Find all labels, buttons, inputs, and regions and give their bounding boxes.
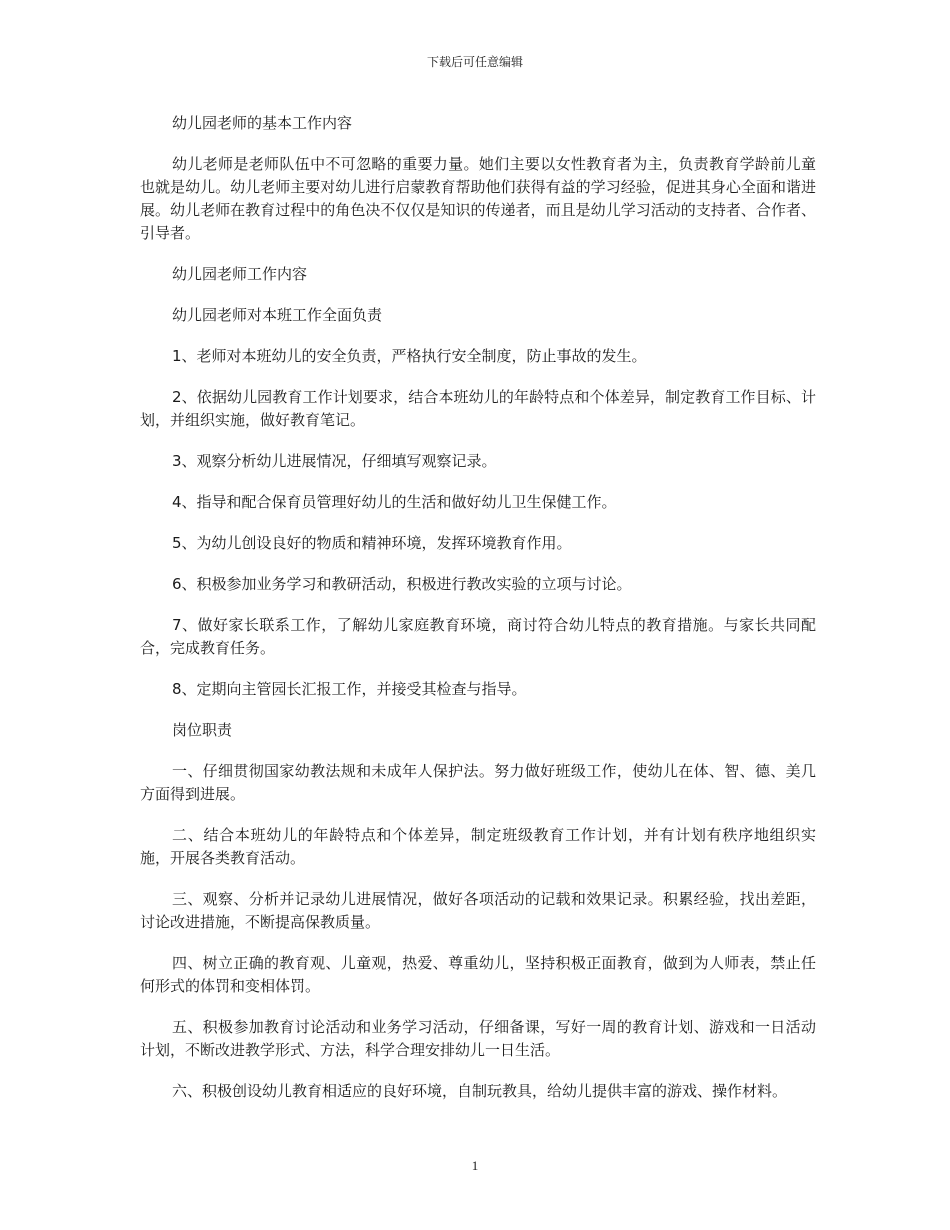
list-item: 3、观察分析幼儿进展情况，仔细填写观察记录。 bbox=[172, 452, 497, 470]
list-item: 4、指导和配合保育员管理好幼儿的生活和做好幼儿卫生保健工作。 bbox=[172, 493, 617, 511]
section-title: 幼儿园老师工作内容 bbox=[172, 265, 308, 283]
duty-item: 三、观察、分析并记录幼儿进展情况，做好各项活动的记载和效果记录。积累经验，找出差距，讨论改进措施，不断提高保教质量。 bbox=[140, 890, 816, 931]
list-item: 5、为幼儿创设良好的物质和精神环境，发挥环境教育作用。 bbox=[172, 534, 572, 552]
paragraph: 幼儿老师是老师队伍中不可忽略的重要力量。她们主要以女性教育者为主，负责教育学龄前儿童也就是幼儿。幼儿老师主要对幼儿进行启蒙教育帮助他们获得有益的学习经验，促进其身心全面和谐进展。幼儿老师在教育过程中的角色决不仅仅是知识的传递者，而且是幼儿学习活动的支持者、合作者、引导者。 bbox=[140, 155, 816, 242]
section-title: 岗位职责 bbox=[172, 721, 233, 739]
list-item: 6、积极参加业务学习和教研活动，积极进行教改实验的立项与讨论。 bbox=[172, 575, 632, 593]
duty-item: 六、积极创设幼儿教育相适应的良好环境，自制玩教具，给幼儿提供丰富的游戏、操作材料。 bbox=[172, 1082, 788, 1100]
duty-item: 一、仔细贯彻国家幼教法规和未成年人保护法。努力做好班级工作，使幼儿在体、智、德、美几方面得到进展。 bbox=[140, 762, 816, 803]
page-number: 1 bbox=[471, 1158, 479, 1173]
page-header: 下载后可任意编辑 bbox=[426, 55, 523, 69]
duty-item: 四、树立正确的教育观、儿童观，热爱、尊重幼儿，坚持积极正面教育，做到为人师表，禁止任何形式的体罚和变相体罚。 bbox=[140, 954, 816, 995]
duty-item: 二、结合本班幼儿的年龄特点和个体差异，制定班级教育工作计划，并有计划有秩序地组织实施，开展各类教育活动。 bbox=[140, 826, 816, 867]
document-body bbox=[140, 112, 816, 1121]
section-subtitle: 幼儿园老师对本班工作全面负责 bbox=[172, 306, 383, 324]
duty-item: 五、积极参加教育讨论活动和业务学习活动，仔细备课，写好一周的教育计划、游戏和一日活动计划，不断改进教学形式、方法，科学合理安排幼儿一日生活。 bbox=[140, 1018, 816, 1059]
list-item: 8、定期向主管园长汇报工作，并接受其检查与指导。 bbox=[172, 680, 527, 698]
list-item: 2、依据幼儿园教育工作计划要求，结合本班幼儿的年龄特点和个体差异，制定教育工作目标、计划，并组织实施，做好教育笔记。 bbox=[140, 388, 816, 429]
list-item: 7、做好家长联系工作，了解幼儿家庭教育环境，商讨符合幼儿特点的教育措施。与家长共同配合，完成教育任务。 bbox=[140, 616, 816, 657]
list-item: 1、老师对本班幼儿的安全负责，严格执行安全制度，防止事故的发生。 bbox=[172, 347, 647, 365]
section-title: 幼儿园老师的基本工作内容 bbox=[172, 114, 353, 132]
